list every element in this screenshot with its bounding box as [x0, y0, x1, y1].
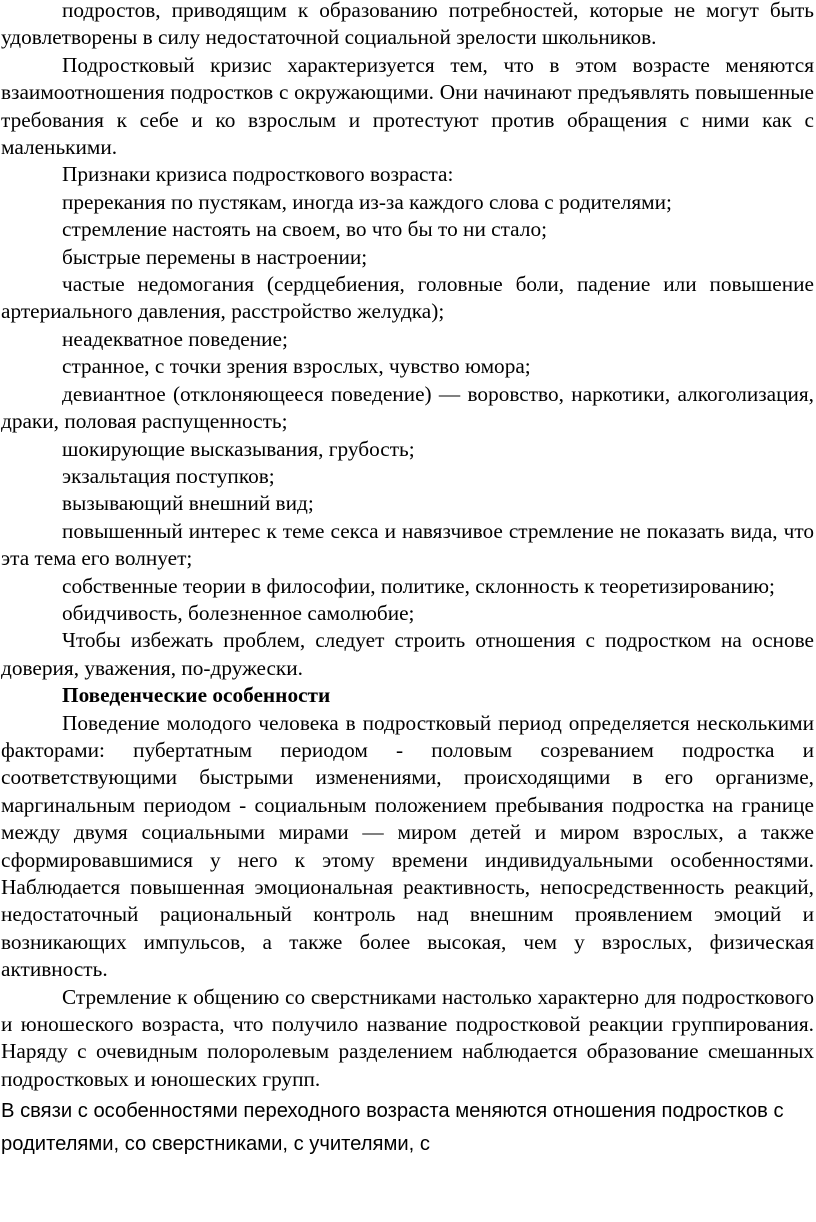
sign-item: девиантное (отклоняющееся поведение) — воровство, наркотики, алкоголизация, драки, половая распущенность; — [1, 381, 814, 434]
signs-intro: Признаки кризиса подросткового возраста: — [62, 162, 454, 187]
sign-item: повышенный интерес к теме секса и навязчивое стремление не показать вида, что эта тема его волнует; — [1, 518, 814, 571]
paragraph-advice: Чтобы избежать проблем, следует строить отношения с подростком на основе доверия, уважения, по-дружески. — [1, 628, 814, 680]
sign-item: вызывающий внешний вид; — [62, 491, 314, 516]
sign-item: обидчивость, болезненное самолюбие; — [62, 600, 415, 625]
paragraph-grouping: Стремление к общению со сверстниками настолько характерно для подросткового и юношеского возраста, что получило название подростковой реакции группирования. Наряду с очевидным полоролевым разделением наблюдается образование смешанных подростковых и юношеских групп. — [1, 984, 814, 1091]
paragraph-behavior: Поведение молодого человека в подростковый период определяется несколькими факторами: пубертатным периодом - половым созреванием подростка и соответствующими быстрыми изменениями, происходящими в его организме, маргинальным периодом - социальным положением пребывания подростка на границе между двумя социальными мирами — миром детей и миром взрослых, а также сформировавшимися у него к этому времени индивидуальными особенностями. Наблюдается повышенная эмоциональная реактивность, непосредственность реакций, недостаточный рациональный контроль над внешним проявлением эмоций и возникающих импульсов, а также более высокая, чем у взрослых, физическая активность. — [1, 710, 814, 982]
section-heading: Поведенческие особенности — [62, 683, 331, 708]
paragraph-relations: В связи с особенностями переходного возраста меняются отношения подростков с родителями, со сверстниками, с учителями, с — [1, 1100, 784, 1156]
sign-item: экзальтация поступков; — [62, 463, 275, 488]
sign-item: собственные теории в философии, политике, склонность к теоретизированию; — [62, 573, 775, 598]
sign-item: шокирующие высказывания, грубость; — [62, 436, 415, 461]
sign-item: странное, с точки зрения взрослых, чувство юмора; — [62, 354, 531, 379]
sign-item: стремление настоять на своем, во что бы то ни стало; — [62, 217, 548, 242]
paragraph-crisis: Подростковый кризис характеризуется тем, что в этом возрасте меняются взаимоотношения подростков с окружающими. Они начинают предъявлять повышенные требования к себе и ко взрослым и протестуют против обращения с ними как с маленькими. — [1, 52, 814, 160]
sign-item: пререкания по пустякам, иногда из-за каждого слова с родителями; — [62, 189, 672, 214]
sign-item: неадекватное поведение; — [62, 326, 288, 351]
sign-item: частые недомогания (сердцебиения, головные боли, падение или повышение артериального давления, расстройство желудка); — [1, 272, 814, 324]
paragraph-continuation: подростов, приводящим к образованию потребностей, которые не могут быть удовлетворены в силу недостаточной социальной зрелости школьников. — [1, 0, 814, 50]
sign-item: быстрые перемены в настроении; — [62, 244, 368, 269]
